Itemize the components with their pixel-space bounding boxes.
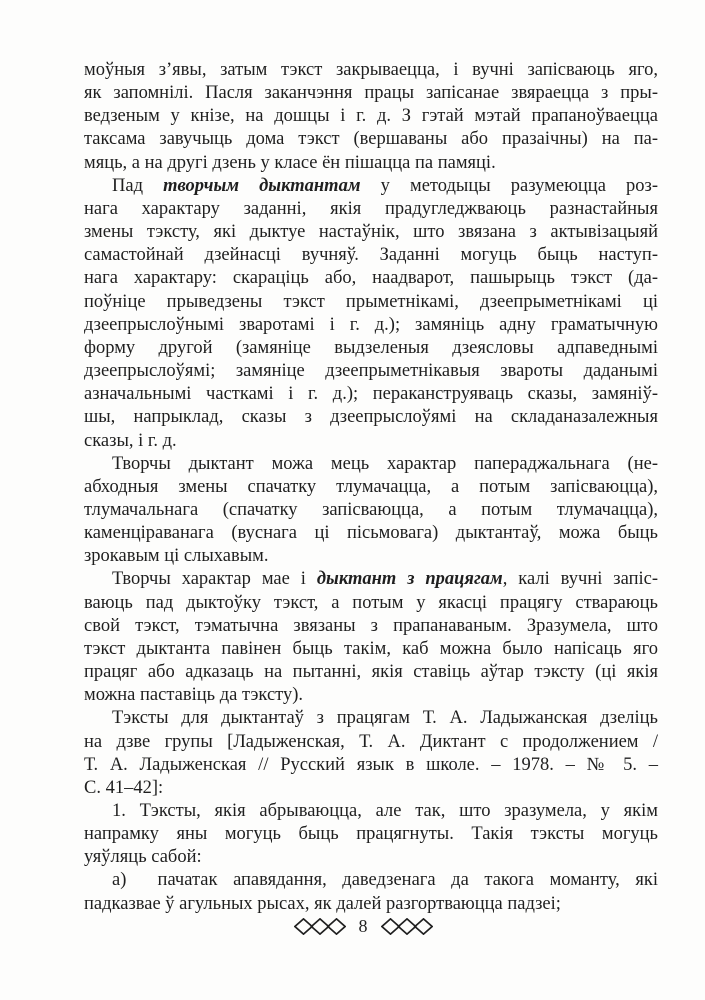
text-line: форму другой (замяніце выдзеленыя дзеясловы адпаведнымі bbox=[84, 337, 658, 358]
diamond-ornament-right-icon bbox=[381, 918, 433, 935]
text-line: уяўляць сабой: bbox=[84, 847, 202, 868]
text-line: дзеепрыслоўямі; замяніце дзеепрыметнікавыя звароты даданымі bbox=[84, 361, 658, 382]
paragraph bbox=[84, 707, 658, 800]
bold-italic-term: творчым дыктантам bbox=[163, 175, 361, 196]
text-line: самастойнай дзейнасці вучняў. Заданні могуць быць наступ- bbox=[84, 245, 658, 266]
paragraph bbox=[84, 59, 658, 175]
paragraph bbox=[84, 568, 658, 707]
text-line: можна паставіць да тэксту). bbox=[84, 685, 304, 706]
text-line: каменціраванага (вуснага ці пісьмовага) дыктантаў, можа быць bbox=[84, 523, 658, 544]
text-line: 1. Тэксты, якія абрываюцца, але так, што зразумела, у якім bbox=[112, 801, 658, 821]
text-line: напрамку яны могуць быць працягнуты. Такія тэксты могуць bbox=[84, 824, 658, 845]
text-line: зрокавым ці слыхавым. bbox=[84, 546, 269, 567]
text-line: моўныя з’явы, затым тэкст закрываецца, і вучні запісваюць яго, bbox=[84, 60, 658, 80]
text-line: мяць, а на другі дзень у класе ён пішацца па памяці. bbox=[84, 152, 496, 173]
text-line: як запомнілі. Пасля заканчэння працы запісанае звяраецца з пры- bbox=[84, 83, 658, 104]
text-line: дзеепрыслоўнымі зваротамі і г. д.); замяніць адну граматычную bbox=[84, 314, 658, 335]
text-line: Творчы характар мае і дыктант з працягам, калі вучні запіс- bbox=[112, 569, 658, 590]
paragraph bbox=[84, 800, 658, 869]
text-line: падказвае ў агульных рысах, як далей разгортваюцца падзеі; bbox=[84, 893, 561, 914]
paragraph bbox=[84, 869, 658, 915]
text-line: азначальнымі часткамі і г. д.); пераканструяваць сказы, замяніў- bbox=[84, 384, 658, 405]
text-line: поўніце прыведзены тэкст прыметнікамі, дзеепрыметнікамі ці bbox=[84, 291, 658, 312]
text-line: змены тэксту, які дыктуе настаўнік, што звязана з актывізацыяй bbox=[84, 222, 658, 243]
text-line: Пад творчым дыктантам у методыцы разумеюцца роз- bbox=[112, 175, 658, 196]
text-line: тэкст дыктанта павінен быць такім, каб можна было напісаць яго bbox=[84, 638, 658, 659]
text-block bbox=[84, 59, 658, 916]
text-line: абходныя змены спачатку тлумачацца, а потым запісваюцца), bbox=[84, 476, 658, 497]
text-line: а) пачатак апавядання, даведзенага да такога моманту, які bbox=[112, 870, 658, 891]
paragraph bbox=[84, 453, 658, 569]
text-line: сказы, і г. д. bbox=[84, 430, 177, 451]
text-line: на дзве групы [Ладыженская, Т. А. Диктант с продолжением / bbox=[84, 731, 658, 752]
paragraph bbox=[84, 175, 658, 453]
bold-italic-term: дыктант з працягам bbox=[316, 569, 503, 590]
text-line: Творчы дыктант можа мець характар папераджальнага (не- bbox=[112, 453, 658, 474]
text-line: тлумачальнага (спачатку запісваюцца, а потым тлумачацца), bbox=[84, 499, 658, 520]
text-line: працяг або адказаць на пытанні, якія ставіць аўтар тэксту (ці якія bbox=[84, 662, 658, 683]
text-line: нага характару: скараціць або, наадварот, пашырыць тэкст (да- bbox=[84, 268, 658, 289]
text-line: Т. А. Ладыженская // Русский язык в школе. – 1978. – № 5. – bbox=[84, 754, 658, 775]
text-line: таксама завучыць дома тэкст (вершаваны або празаічны) на па- bbox=[84, 129, 658, 150]
text-line: нага характару заданні, якія прадугледжваюць разнастайныя bbox=[84, 198, 658, 219]
diamond-ornament-left-icon bbox=[294, 918, 346, 935]
text-line: свой тэкст, тэматычна звязаны з прапанаваным. Зразумела, што bbox=[84, 615, 658, 636]
text-line: ведзеным у кнізе, на дошцы і г. д. З гэтай мэтай прапаноўваецца bbox=[84, 106, 658, 127]
page-number: 8 bbox=[358, 916, 368, 936]
text-line: ваюць пад дыктоўку тэкст, а потым у якасці працягу ствараюць bbox=[84, 592, 658, 613]
text-line: С. 41–42]: bbox=[84, 777, 164, 798]
text-line: Тэксты для дыктантаў з працягам Т. А. Ладыжанская дзеліць bbox=[112, 708, 658, 729]
text-line: шы, напрыклад, сказы з дзеепрыслоўямі на складаназалежныя bbox=[84, 407, 658, 428]
page-footer bbox=[84, 915, 642, 937]
